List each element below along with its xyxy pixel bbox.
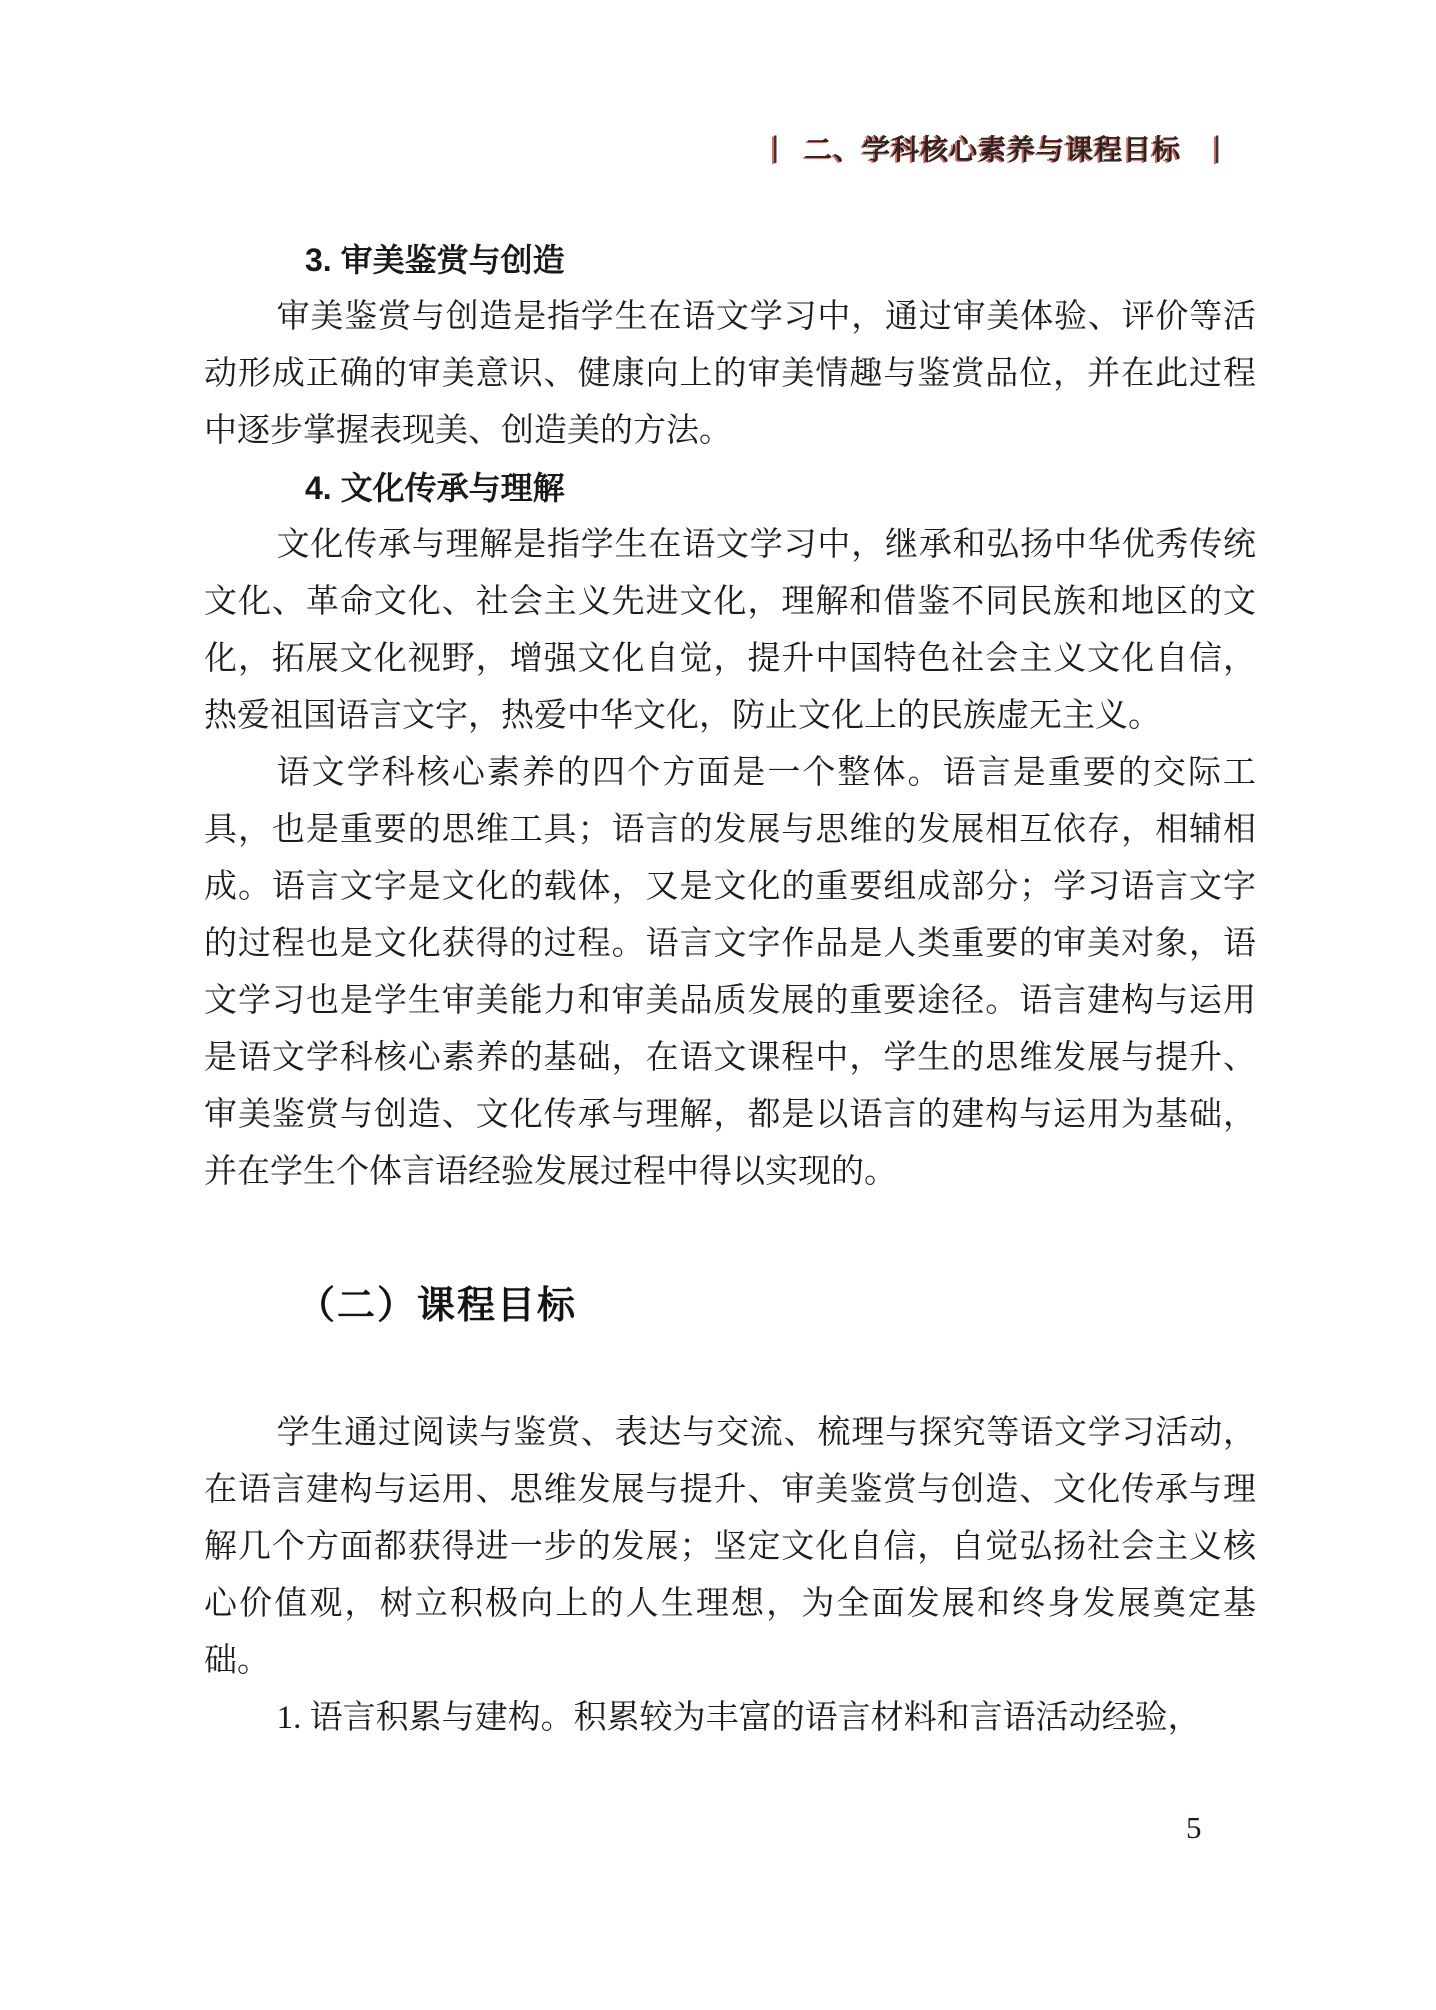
sub-heading-4-culture: 4. 文化传承与理解 (305, 470, 565, 506)
running-header (0, 128, 1222, 172)
section-heading-course-objectives: （二）课程目标 (297, 1285, 578, 1327)
paragraph-integration: 语文学科核心素养的四个方面是一个整体。语言是重要的交际工具，也是重要的思维工具；语言的发展与思维的发展相互依存，相辅相成。语言文字是文化的载体，又是文化的重要组成部分；学习语言文字的过程也是文化获得的过程。语言文字作品是人类重要的审美对象，语文学习也是学生审美能力和审美品质发展的重要途径。语言建构与运用是语文学科核心素养的基础，在语文课程中，学生的思维发展与提升、审美鉴赏与创造、文化传承与理解，都是以语言的建构与运用为基础，并在学生个体言语经验发展过程中得以实现的。 (204, 755, 1256, 1190)
sub-heading-3-aesthetic: 3. 审美鉴赏与创造 (305, 242, 565, 278)
paragraph-aesthetic: 审美鉴赏与创造是指学生在语文学习中，通过审美体验、评价等活动形成正确的审美意识、健康向上的审美情趣与鉴赏品位，并在此过程中逐步掌握表现美、创造美的方法。 (204, 299, 1256, 449)
paragraph-culture: 文化传承与理解是指学生在语文学习中，继承和弘扬中华优秀传统文化、革命文化、社会主义先进文化，理解和借鉴不同民族和地区的文化，拓展文化视野，增强文化自觉，提升中国特色社会主义文化自信，热爱祖国语言文字，热爱中华文化，防止文化上的民族虚无主义。 (204, 527, 1256, 734)
paragraph-item-1-language: 1. 语言积累与建构。积累较为丰富的语言材料和言语活动经验， (276, 1700, 1201, 1736)
header-divider-left: | (771, 131, 781, 164)
main-text-column (204, 232, 1256, 1747)
header-title: 二、学科核心素养与课程目标 (804, 134, 1182, 165)
header-divider-right: | (1213, 131, 1222, 164)
page-number: 5 (1186, 1810, 1202, 1845)
paragraph-objectives: 学生通过阅读与鉴赏、表达与交流、梳理与探究等语文学习活动，在语言建构与运用、思维发展与提升、审美鉴赏与创造、文化传承与理解几个方面都获得进一步的发展；坚定文化自信，自觉弘扬社会主义核心价值观，树立积极向上的人生理想，为全面发展和终身发展奠定基础。 (204, 1415, 1256, 1679)
